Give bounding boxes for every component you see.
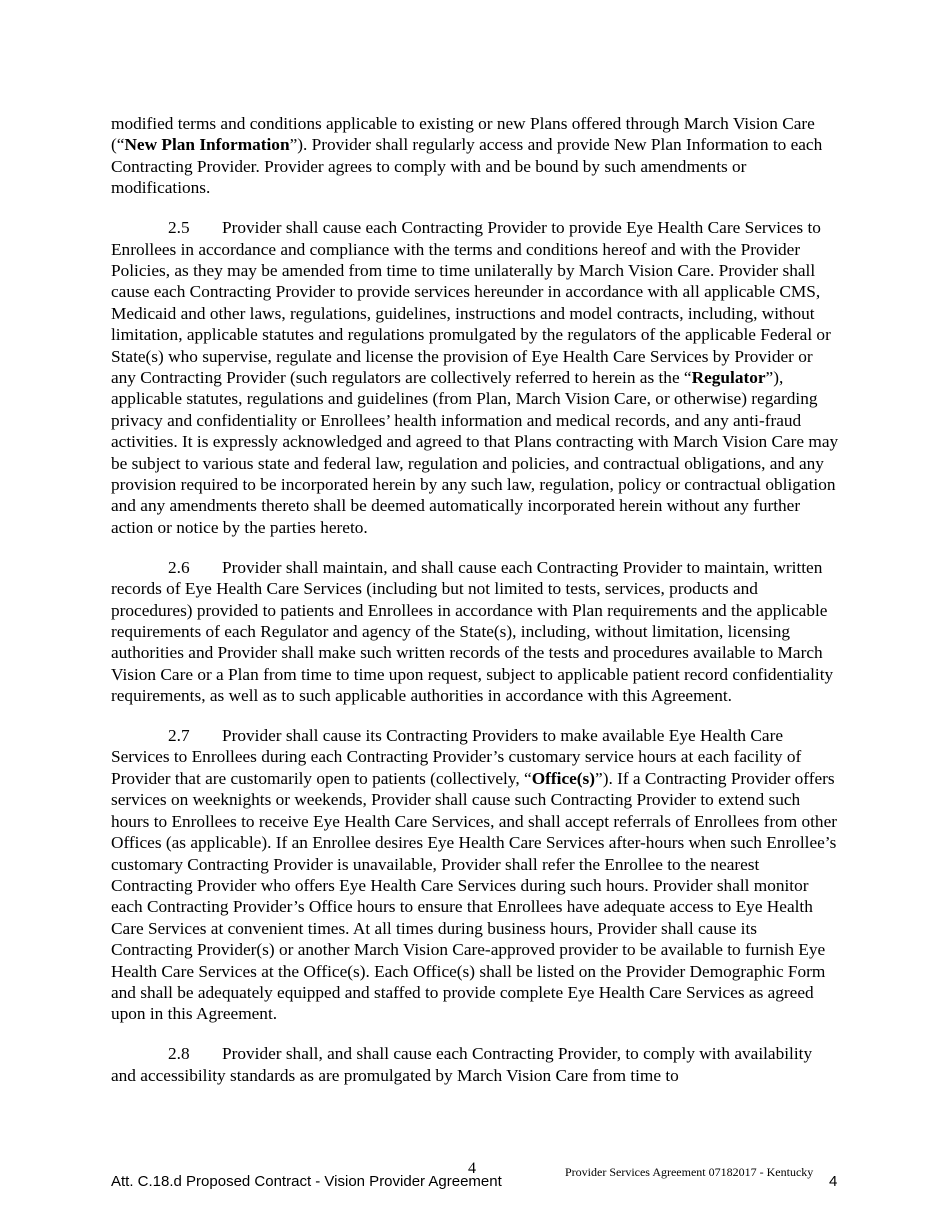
paragraph-continuation: modified terms and conditions applicable to existing or new Plans offered through March Vision Care (“New Plan Information”). Provider shall regularly access and provide New Plan Information to each Contracting Provider. Provider agrees to comply with and be bound by such amendments or modifications. <box>111 114 823 198</box>
section-number: 2.8 <box>168 1044 190 1064</box>
section-number: 2.7 <box>168 726 190 746</box>
footer-page-number-right: 4 <box>829 1173 838 1190</box>
section-2-8: 2.8 Provider shall, and shall cause each Contracting Provider, to comply with availability and accessibility standards as are promulgated by March Vision Care from time to <box>111 1044 813 1085</box>
defined-term: New Plan Information <box>124 135 290 155</box>
footer-agreement-label: Provider Services Agreement 07182017 - Kentucky <box>565 1165 814 1179</box>
footer-attachment-label: Att. C.18.d Proposed Contract - Vision Provider Agreement <box>111 1173 502 1190</box>
section-number: 2.5 <box>168 218 190 238</box>
defined-term: Office(s) <box>531 768 596 788</box>
footer-page-number: 4 <box>468 1160 476 1177</box>
section-2-7: 2.7 Provider shall cause its Contracting Providers to make available Eye Health Care Services to Enrollees during each Contracting Provider’s customary service hours at each facility of Provider that are customarily open to patients (collectively, “Office(s)”). If a Contracting Provider offers services on weeknights or weekends, Provider shall cause such Contracting Provider to extend such hours to Enrollees to receive Eye Health Care Services, and shall accept referrals of Enrollees from other Offices (as applicable). If an Enrollee desires Eye Health Care Services after-hours when such Enrollee’s customary Contracting Provider is unavailable, Provider shall refer the Enrollee to the nearest Contracting Provider who offers Eye Health Care Services during such hours. Provider shall monitor each Contracting Provider’s Office hours to ensure that Enrollees have adequate access to Eye Health Care Services at convenient times. At all times during business hours, Provider shall cause its Contracting Provider(s) or another March Vision Care-approved provider to be available to furnish Eye Health Care Services at the Office(s). Each Office(s) shall be listed on the Provider Demographic Form and shall be adequately equipped and staffed to provide complete Eye Health Care Services as agreed upon in this Agreement. <box>111 726 837 1024</box>
document-body <box>111 113 839 1105</box>
section-2-5: 2.5 Provider shall cause each Contracting Provider to provide Eye Health Care Services to Enrollees in accordance and compliance with the terms and conditions hereof and with the Provider Policies, as they may be amended from time to time unilaterally by March Vision Care. Provider shall cause each Contracting Provider to provide services hereunder in accordance with all applicable CMS, Medicaid and other laws, regulations, guidelines, instructions and model contracts, including, without limitation, applicable statutes and regulations promulgated by the regulators of the applicable Federal or State(s) who supervise, regulate and license the provision of Eye Health Care Services by Provider or any Contracting Provider (such regulators are collectively referred to herein as the “Regulator”), applicable statutes, regulations and guidelines (from Plan, March Vision Care, or otherwise) regarding privacy and confidentiality or Enrollees’ health information and medical records, and any anti-fraud activities. It is expressly acknowledged and agreed to that Plans contracting with March Vision Care may be subject to various state and federal law, regulation and policies, and contractual obligations, and any provision required to be incorporated herein by any such law, regulation, policy or contractual obligation and any amendments thereto shall be deemed automatically incorporated herein without any further action or notice by the parties hereto. <box>111 218 839 537</box>
section-number: 2.6 <box>168 557 190 577</box>
defined-term: Regulator <box>691 367 766 387</box>
section-2-6: 2.6 Provider shall maintain, and shall cause each Contracting Provider to maintain, written records of Eye Health Care Services (including but not limited to tests, services, products and procedures) provided to patients and Enrollees in accordance with Plan requirements and the applicable requirements of each Regulator and agency of the State(s), including, without limitation, licensing authorities and Provider shall make such written records of the tests and procedures available to March Vision Care or a Plan from time to time upon request, subject to applicable patient record confidentiality requirements, as well as to such applicable authorities in accordance with this Agreement. <box>111 557 834 706</box>
